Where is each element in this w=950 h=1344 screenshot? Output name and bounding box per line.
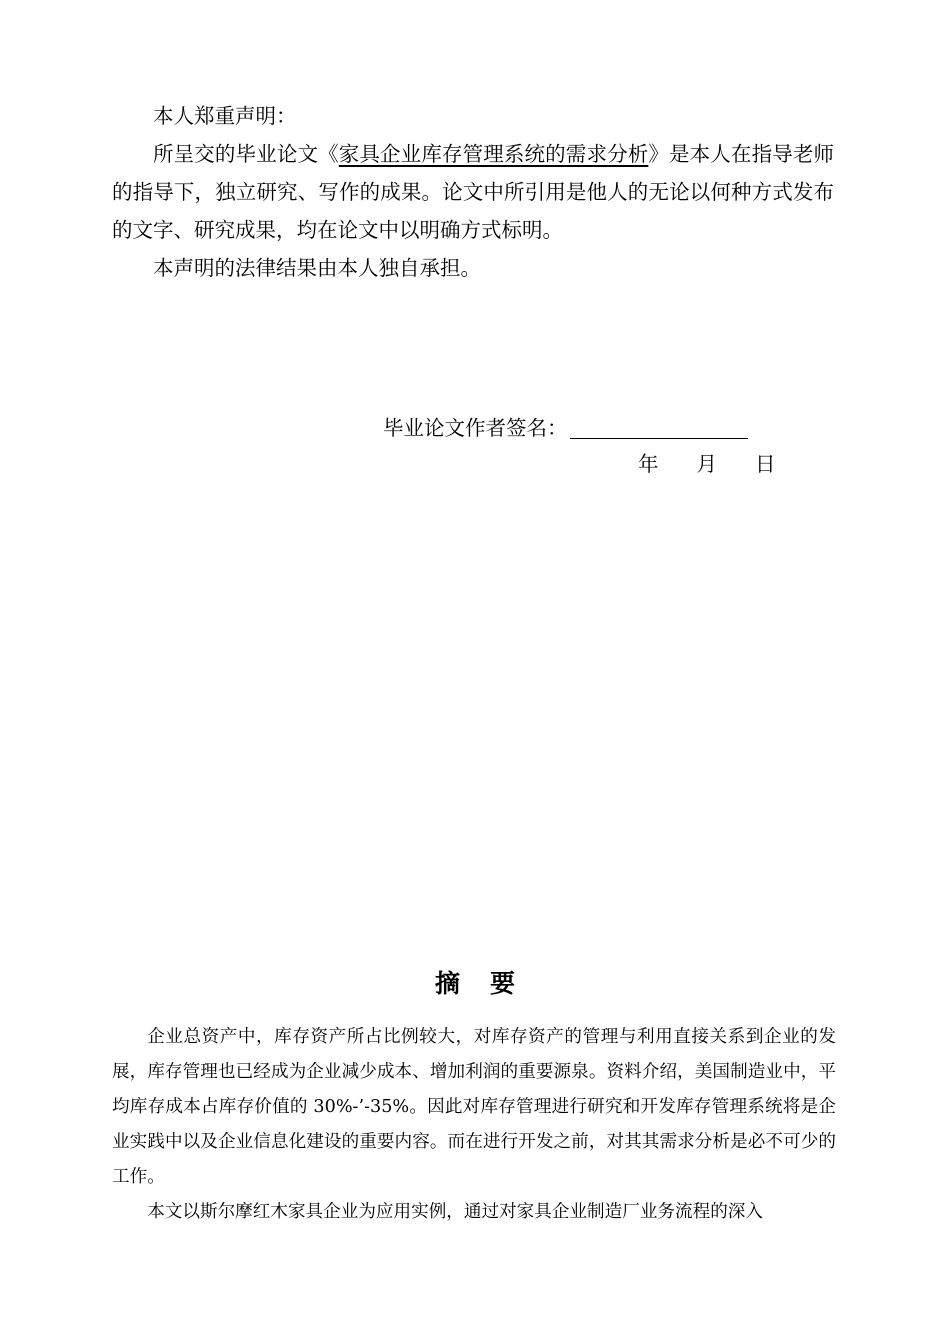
declaration-section [112, 97, 834, 287]
signature-row [383, 410, 748, 446]
date-day: 日 [755, 452, 776, 476]
abstract-section [112, 1020, 836, 1230]
abstract-paragraph-1: 企业总资产中，库存资产所占比例较大，对库存资产的管理与利用直接关系到企业的发展，库存管理也已经成为企业减少成本、增加利润的重要源泉。资料介绍，美国制造业中，平均库存成本占库存价值的 30%-’-35%。因此对库存管理进行研究和开发库存管理系统将是企业实践中以及企业信息化建设的重要内容。而在进行开发之前，对其其需求分析是必不可少的工作。 [112, 1027, 836, 1187]
declaration-body-end: 》是本人在指导老师的指导下，独立研究、写作的成果。论文中所引用是他人的无论以何种方式发布的文字、研究成果，均在论文中以明确方式标明。 [112, 142, 834, 242]
declaration-body [112, 135, 834, 249]
abstract-paragraph-2: 本文以斯尔摩红木家具企业为应用实例，通过对家具企业制造厂业务流程的深入 [147, 1202, 763, 1222]
date-year: 年 [638, 452, 659, 476]
declaration-body-start: 所呈交的毕业论文《 [153, 142, 339, 166]
signature-label: 毕业论文作者签名： [383, 416, 568, 440]
date-row [638, 449, 776, 479]
declaration-closing: 本声明的法律结果由本人独自承担。 [153, 256, 481, 280]
abstract-heading: 摘要 [434, 969, 545, 998]
date-month: 月 [696, 452, 717, 476]
thesis-title: 家具企业库存管理系统的需求分析 [338, 142, 649, 166]
signature-line [570, 412, 748, 439]
declaration-opening: 本人郑重声明： [153, 104, 297, 128]
